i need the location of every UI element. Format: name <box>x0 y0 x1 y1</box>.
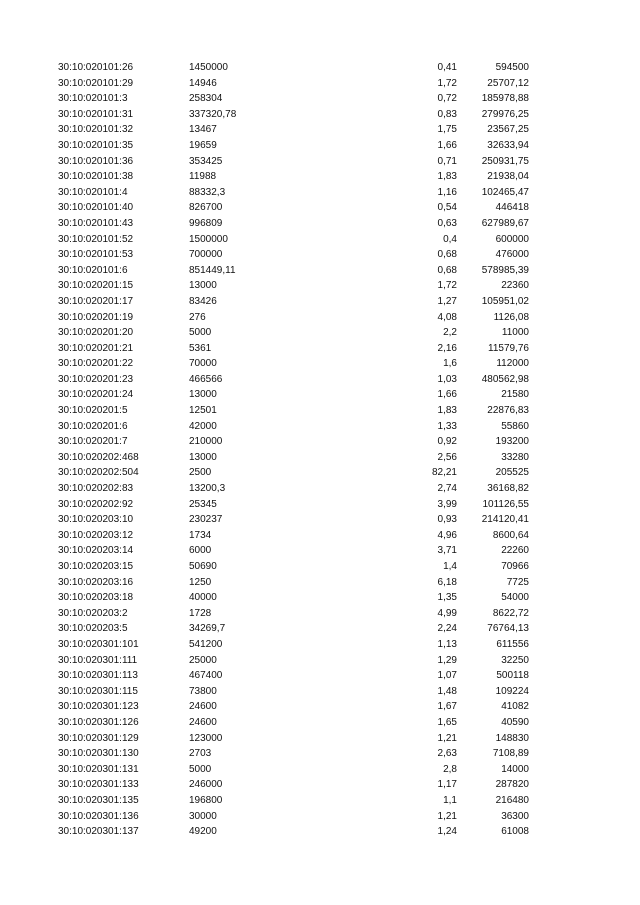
rate-cell: 0,93 <box>437 514 457 526</box>
cadastral-number-cell: 30:10:020301:129 <box>58 732 139 744</box>
area-cell: 50690 <box>189 561 217 572</box>
rate-cell: 4,96 <box>437 529 457 541</box>
table-row <box>58 637 529 653</box>
table-row <box>58 793 529 809</box>
value-cell: 214120,41 <box>481 514 529 526</box>
cadastral-number-cell: 30:10:020203:14 <box>58 545 134 557</box>
area-cell: 34269,7 <box>189 623 226 635</box>
rate-cell: 0,63 <box>437 217 457 229</box>
rate-cell: 2,63 <box>437 748 457 760</box>
value-cell: 216480 <box>495 794 529 806</box>
value-cell: 250931,75 <box>481 155 529 167</box>
table-row <box>58 107 529 123</box>
value-cell: 32250 <box>501 654 529 666</box>
table-row <box>58 777 529 793</box>
area-cell: 13467 <box>189 124 217 136</box>
value-cell: 101126,55 <box>482 498 529 510</box>
cadastral-number-cell: 30:10:020301:135 <box>58 794 139 806</box>
area-cell: 14946 <box>189 77 217 89</box>
cadastral-number-cell: 30:10:020301:126 <box>58 716 139 728</box>
rate-cell: 0,4 <box>443 233 457 245</box>
cadastral-number-cell: 30:10:020201:20 <box>58 327 134 339</box>
cadastral-number-cell: 30:10:020203:16 <box>58 576 134 588</box>
rate-cell: 2,2 <box>443 327 457 339</box>
rate-cell: 4,08 <box>437 311 457 323</box>
rate-cell: 1,66 <box>437 389 457 401</box>
area-cell: 353425 <box>189 155 223 167</box>
value-cell: 25707,12 <box>487 77 529 89</box>
value-cell: 76764,13 <box>487 623 529 635</box>
rate-cell: 1,21 <box>437 732 457 744</box>
rate-cell: 1,13 <box>437 638 457 650</box>
area-cell: 196800 <box>189 794 223 806</box>
value-cell: 14000 <box>501 763 529 775</box>
cadastral-number-cell: 30:10:020101:3 <box>58 93 128 105</box>
value-cell: 11579,76 <box>488 342 529 354</box>
area-cell: 1734 <box>189 529 212 541</box>
table-row <box>58 528 529 544</box>
area-cell: 230237 <box>189 514 223 526</box>
value-cell: 23567,25 <box>487 124 529 136</box>
rate-cell: 1,48 <box>437 685 457 697</box>
rate-cell: 1,83 <box>437 405 457 417</box>
value-cell: 185978,88 <box>481 93 529 105</box>
rate-cell: 0,54 <box>437 202 457 214</box>
cadastral-number-cell: 30:10:020301:101 <box>58 638 139 650</box>
cadastral-number-cell: 30:10:020203:15 <box>58 561 134 572</box>
rate-cell: 2,56 <box>437 451 457 463</box>
table-row <box>58 512 529 528</box>
cadastral-number-cell: 30:10:020202:468 <box>58 451 139 463</box>
table-row <box>58 434 529 450</box>
area-cell: 1500000 <box>189 233 228 245</box>
area-cell: 826700 <box>189 202 223 214</box>
value-cell: 21938,04 <box>487 171 529 183</box>
rate-cell: 3,99 <box>437 498 457 510</box>
cadastral-number-cell: 30:10:020202:92 <box>58 498 134 510</box>
value-cell: 611556 <box>496 638 529 650</box>
area-cell: 49200 <box>189 826 217 838</box>
value-cell: 112000 <box>496 358 529 370</box>
area-cell: 851449,11 <box>189 264 236 276</box>
area-cell: 466566 <box>189 373 223 385</box>
area-cell: 246000 <box>189 779 223 791</box>
rate-cell: 3,71 <box>437 545 457 557</box>
table-row <box>58 606 529 622</box>
value-cell: 476000 <box>495 249 529 261</box>
table-row <box>58 621 529 637</box>
area-cell: 996809 <box>189 217 223 229</box>
area-cell: 19659 <box>189 139 217 151</box>
value-cell: 22876,83 <box>487 405 529 417</box>
table-row <box>58 325 529 341</box>
cadastral-number-cell: 30:10:020101:29 <box>58 77 134 89</box>
cadastral-number-cell: 30:10:020203:10 <box>58 514 134 526</box>
value-cell: 500118 <box>496 670 529 682</box>
area-cell: 700000 <box>189 249 223 261</box>
cadastral-number-cell: 30:10:020203:5 <box>58 623 128 635</box>
value-cell: 7725 <box>506 576 529 588</box>
cadastral-number-cell: 30:10:020201:19 <box>58 311 134 323</box>
area-cell: 42000 <box>189 420 217 432</box>
table-row <box>58 450 529 466</box>
area-cell: 1728 <box>189 607 212 619</box>
value-cell: 148830 <box>495 732 529 744</box>
cadastral-number-cell: 30:10:020101:36 <box>58 155 134 167</box>
area-cell: 210000 <box>189 436 223 448</box>
cadastral-number-cell: 30:10:020201:21 <box>58 342 134 354</box>
value-cell: 36168,82 <box>487 483 529 495</box>
table-row <box>58 138 529 154</box>
cadastral-number-cell: 30:10:020203:2 <box>58 607 128 619</box>
table-row <box>58 575 529 591</box>
cadastral-number-cell: 30:10:020202:83 <box>58 483 134 495</box>
value-cell: 480562,98 <box>481 373 529 385</box>
table-row <box>58 341 529 357</box>
table-row <box>58 76 529 92</box>
cadastral-number-cell: 30:10:020101:4 <box>58 186 128 198</box>
area-cell: 83426 <box>189 295 217 307</box>
value-cell: 11000 <box>501 327 529 339</box>
table-row <box>58 668 529 684</box>
table-row <box>58 481 529 497</box>
rate-cell: 1,33 <box>437 420 457 432</box>
value-cell: 55860 <box>501 420 529 432</box>
rate-cell: 1,83 <box>437 171 457 183</box>
value-cell: 578985,39 <box>481 264 529 276</box>
value-cell: 287820 <box>495 779 529 791</box>
rate-cell: 2,24 <box>437 623 457 635</box>
rate-cell: 0,92 <box>437 436 457 448</box>
rate-cell: 0,71 <box>437 155 457 167</box>
rate-cell: 1,21 <box>437 810 457 822</box>
cadastral-number-cell: 30:10:020201:5 <box>58 405 128 417</box>
table-row <box>58 154 529 170</box>
rate-cell: 1,03 <box>437 373 457 385</box>
value-cell: 102465,47 <box>481 186 529 198</box>
table-row <box>58 91 529 107</box>
table-row <box>58 465 529 481</box>
value-cell: 32633,94 <box>487 139 529 151</box>
area-cell: 2500 <box>189 467 212 479</box>
value-cell: 205525 <box>495 467 529 479</box>
area-cell: 70000 <box>189 358 217 370</box>
area-cell: 13000 <box>189 280 217 292</box>
area-cell: 1450000 <box>189 62 228 73</box>
value-cell: 109224 <box>495 685 529 697</box>
cadastral-number-cell: 30:10:020201:24 <box>58 389 134 401</box>
area-cell: 5000 <box>189 763 212 775</box>
value-cell: 41082 <box>501 701 529 713</box>
area-cell: 541200 <box>189 638 223 650</box>
area-cell: 13200,3 <box>189 483 226 495</box>
area-cell: 25000 <box>189 654 217 666</box>
table-row <box>58 419 529 435</box>
cadastral-number-cell: 30:10:020101:43 <box>58 217 134 229</box>
value-cell: 446418 <box>495 202 529 214</box>
table-row <box>58 247 529 263</box>
table-row <box>58 653 529 669</box>
cadastral-number-cell: 30:10:020301:137 <box>58 826 139 838</box>
cadastral-number-cell: 30:10:020201:6 <box>58 420 128 432</box>
rate-cell: 1,17 <box>437 779 457 791</box>
rate-cell: 1,4 <box>443 561 457 572</box>
table-row <box>58 356 529 372</box>
rate-cell: 6,18 <box>437 576 457 588</box>
value-cell: 22260 <box>501 545 529 557</box>
rate-cell: 1,75 <box>437 124 457 136</box>
value-cell: 8622,72 <box>492 607 529 619</box>
cadastral-number-cell: 30:10:020301:115 <box>58 685 138 697</box>
area-cell: 73800 <box>189 685 217 697</box>
rate-cell: 1,6 <box>443 358 457 370</box>
cadastral-number-cell: 30:10:020301:113 <box>58 670 138 682</box>
area-cell: 258304 <box>189 93 223 105</box>
cadastral-number-cell: 30:10:020101:53 <box>58 249 134 261</box>
rate-cell: 1,27 <box>437 295 457 307</box>
cadastral-number-cell: 30:10:020203:18 <box>58 592 134 604</box>
rate-cell: 1,1 <box>443 794 457 806</box>
value-cell: 7108,89 <box>492 748 529 760</box>
value-cell: 33280 <box>501 451 529 463</box>
rate-cell: 1,72 <box>437 77 457 89</box>
area-cell: 24600 <box>189 701 217 713</box>
cadastral-number-cell: 30:10:020301:123 <box>58 701 139 713</box>
table-row <box>58 372 529 388</box>
area-cell: 1250 <box>189 576 212 588</box>
cadastral-number-cell: 30:10:020101:32 <box>58 124 134 136</box>
rate-cell: 0,83 <box>437 108 457 120</box>
table-row <box>58 185 529 201</box>
rate-cell: 82,21 <box>431 467 457 479</box>
value-cell: 54000 <box>501 592 529 604</box>
table-row <box>58 310 529 326</box>
value-cell: 22360 <box>501 280 529 292</box>
area-cell: 6000 <box>189 545 212 557</box>
table-row <box>58 216 529 232</box>
area-cell: 40000 <box>189 592 217 604</box>
rate-cell: 1,29 <box>437 654 457 666</box>
cadastral-number-cell: 30:10:020101:40 <box>58 202 134 214</box>
table-row <box>58 387 529 403</box>
rate-cell: 2,8 <box>443 763 457 775</box>
rate-cell: 1,67 <box>437 701 457 713</box>
cadastral-number-cell: 30:10:020101:26 <box>58 62 134 73</box>
rate-cell: 0,68 <box>437 264 457 276</box>
cadastral-number-cell: 30:10:020301:136 <box>58 810 139 822</box>
table-row <box>58 809 529 825</box>
area-cell: 13000 <box>189 389 217 401</box>
area-cell: 11988 <box>189 171 217 183</box>
value-cell: 21580 <box>501 389 529 401</box>
cadastral-number-cell: 30:10:020301:111 <box>58 654 138 666</box>
cadastral-number-cell: 30:10:020301:133 <box>58 779 139 791</box>
rate-cell: 1,07 <box>437 670 457 682</box>
table-row <box>58 699 529 715</box>
cadastral-number-cell: 30:10:020101:52 <box>58 233 134 245</box>
rate-cell: 1,65 <box>437 716 457 728</box>
cadastral-number-cell: 30:10:020101:31 <box>58 108 134 120</box>
area-cell: 5000 <box>189 327 212 339</box>
table-row <box>58 543 529 559</box>
rate-cell: 0,72 <box>437 93 457 105</box>
cadastral-number-cell: 30:10:020301:131 <box>58 763 139 775</box>
rate-cell: 1,35 <box>437 592 457 604</box>
rate-cell: 1,16 <box>437 186 457 198</box>
value-cell: 105951,02 <box>481 295 529 307</box>
value-cell: 279976,25 <box>481 108 529 120</box>
rate-cell: 1,24 <box>437 826 457 838</box>
rate-cell: 1,66 <box>437 139 457 151</box>
cadastral-number-cell: 30:10:020201:23 <box>58 373 134 385</box>
cadastral-number-cell: 30:10:020201:17 <box>58 295 134 307</box>
cadastral-number-cell: 30:10:020101:35 <box>58 139 134 151</box>
area-cell: 5361 <box>189 342 212 354</box>
rate-cell: 0,68 <box>437 249 457 261</box>
table-row <box>58 559 529 575</box>
rate-cell: 1,72 <box>437 280 457 292</box>
table-row <box>58 731 529 747</box>
rate-cell: 4,99 <box>437 607 457 619</box>
area-cell: 337320,78 <box>189 108 237 120</box>
cadastral-number-cell: 30:10:020201:15 <box>58 280 134 292</box>
area-cell: 467400 <box>189 670 223 682</box>
value-cell: 8600,64 <box>492 529 529 541</box>
cadastral-value-table <box>58 60 529 840</box>
value-cell: 1126,08 <box>493 311 529 323</box>
value-cell: 70966 <box>501 561 529 572</box>
table-row <box>58 715 529 731</box>
area-cell: 13000 <box>189 451 217 463</box>
area-cell: 88332,3 <box>189 186 226 198</box>
rate-cell: 2,16 <box>437 342 457 354</box>
cadastral-number-cell: 30:10:020101:6 <box>58 264 128 276</box>
table-body <box>58 60 529 840</box>
rate-cell: 2,74 <box>437 483 457 495</box>
value-cell: 594500 <box>495 62 529 73</box>
value-cell: 40590 <box>501 716 529 728</box>
area-cell: 12501 <box>189 405 217 417</box>
area-cell: 25345 <box>189 498 217 510</box>
table-row <box>58 263 529 279</box>
table-row <box>58 762 529 778</box>
area-cell: 276 <box>189 311 206 323</box>
table-row <box>58 232 529 248</box>
table-row <box>58 60 529 76</box>
area-cell: 30000 <box>189 810 217 822</box>
cadastral-number-cell: 30:10:020101:38 <box>58 171 134 183</box>
table-row <box>58 294 529 310</box>
value-cell: 193200 <box>495 436 529 448</box>
table-row <box>58 169 529 185</box>
table-row <box>58 824 529 840</box>
cadastral-number-cell: 30:10:020201:7 <box>58 436 128 448</box>
table-row <box>58 200 529 216</box>
value-cell: 36300 <box>501 810 529 822</box>
cadastral-number-cell: 30:10:020301:130 <box>58 748 139 760</box>
cadastral-number-cell: 30:10:020201:22 <box>58 358 134 370</box>
table-row <box>58 746 529 762</box>
value-cell: 61008 <box>501 826 529 838</box>
rate-cell: 0,41 <box>437 62 457 73</box>
table-row <box>58 590 529 606</box>
cadastral-number-cell: 30:10:020203:12 <box>58 529 134 541</box>
value-cell: 600000 <box>495 233 529 245</box>
area-cell: 24600 <box>189 716 217 728</box>
table-row <box>58 403 529 419</box>
table-row <box>58 278 529 294</box>
value-cell: 627989,67 <box>481 217 529 229</box>
table-row <box>58 122 529 138</box>
area-cell: 2703 <box>189 748 212 760</box>
table-row <box>58 497 529 513</box>
cadastral-number-cell: 30:10:020202:504 <box>58 467 139 479</box>
area-cell: 123000 <box>189 732 223 744</box>
table-row <box>58 684 529 700</box>
